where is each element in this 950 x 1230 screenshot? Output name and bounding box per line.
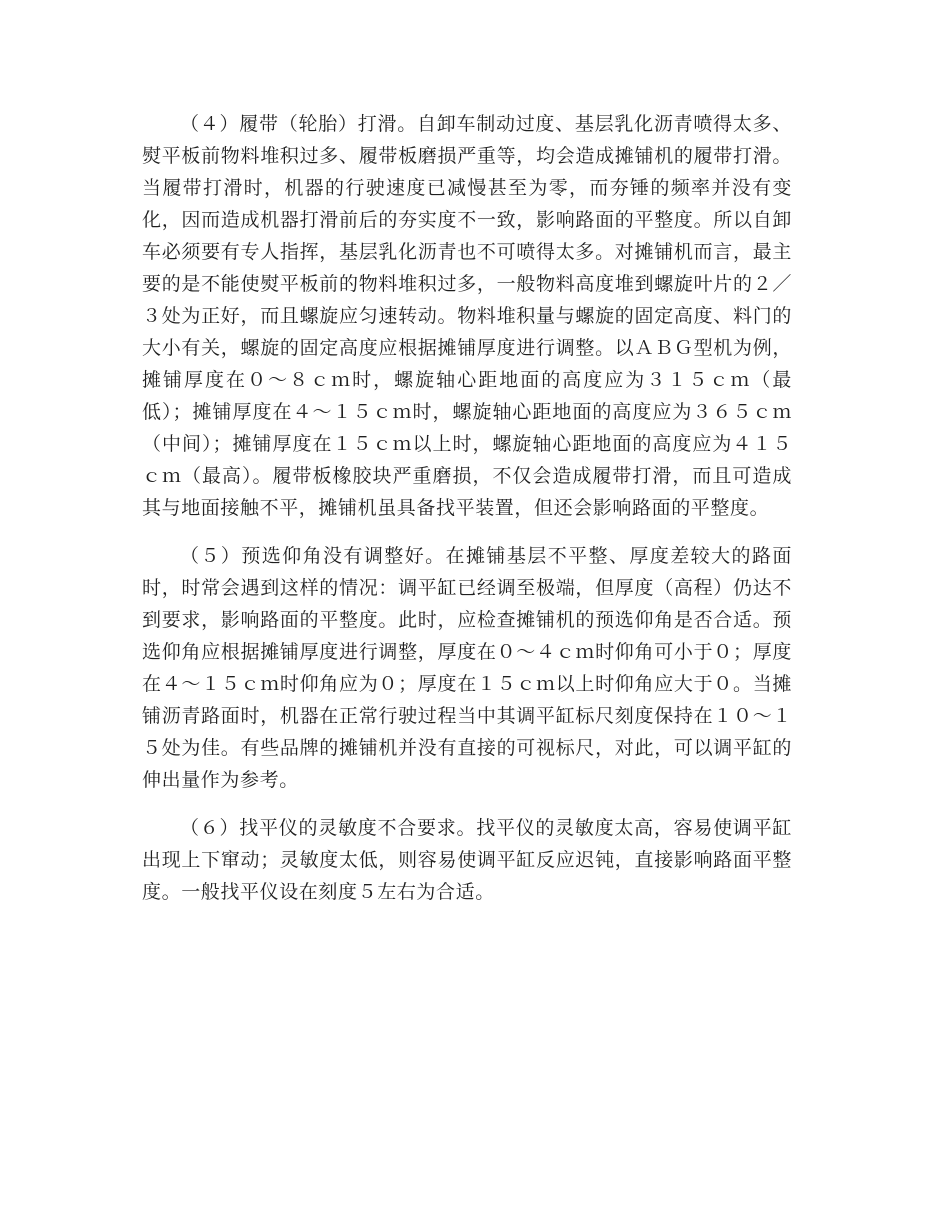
paragraph-track-slip: （４）履带（轮胎）打滑。自卸车制动过度、基层乳化沥青喷得太多、熨平板前物料堆积过多、履带板磨损严重等，均会造成摊铺机的履带打滑。当履带打滑时，机器的行驶速度已减慢甚至为零，而夯锤的频率并没有变化，因而造成机器打滑前后的夯实度不一致，影响路面的平整度。所以自卸车必须要有专人指挥，基层乳化沥青也不可喷得太多。对摊铺机而言，最主要的是不能使熨平板前的物料堆积过多，一般物料高度堆到螺旋叶片的２／３处为正好，而且螺旋应匀速转动。物料堆积量与螺旋的固定高度、料门的大小有关，螺旋的固定高度应根据摊铺厚度进行调整。以ＡＢＧ型机为例，摊铺厚度在０～８ｃｍ时，螺旋轴心距地面的高度应为３１５ｃｍ（最低）；摊铺厚度在４～１５ｃｍ时，螺旋轴心距地面的高度应为３６５ｃｍ（中间）；摊铺厚度在１５ｃｍ以上时，螺旋轴心距地面的高度应为４１５ｃｍ（最高）。履带板橡胶块严重磨损，不仅会造成履带打滑，而且可造成其与地面接触不平，摊铺机虽具备找平装置，但还会影响路面的平整度。	[142, 113, 792, 519]
paragraph-preselect-angle: （５）预选仰角没有调整好。在摊铺基层不平整、厚度差较大的路面时，时常会遇到这样的情况：调平缸已经调至极端，但厚度（高程）仍达不到要求，影响路面的平整度。此时，应检查摊铺机的预选仰角是否合适。预选仰角应根据摊铺厚度进行调整，厚度在０～４ｃｍ时仰角可小于０；厚度在４～１５ｃｍ时仰角应为０；厚度在１５ｃｍ以上时仰角应大于０。当摊铺沥青路面时，机器在正常行驶过程当中其调平缸标尺刻度保持在１０～１５处为佳。有些品牌的摊铺机并没有直接的可视标尺，对此，可以调平缸的伸出量作为参考。	[142, 545, 792, 791]
paragraph-leveler-sensitivity: （６）找平仪的灵敏度不合要求。找平仪的灵敏度太高，容易使调平缸出现上下窜动；灵敏度太低，则容易使调平缸反应迟钝，直接影响路面平整度。一般找平仪设在刻度５左右为合适。	[142, 817, 792, 903]
document-body	[142, 108, 792, 924]
